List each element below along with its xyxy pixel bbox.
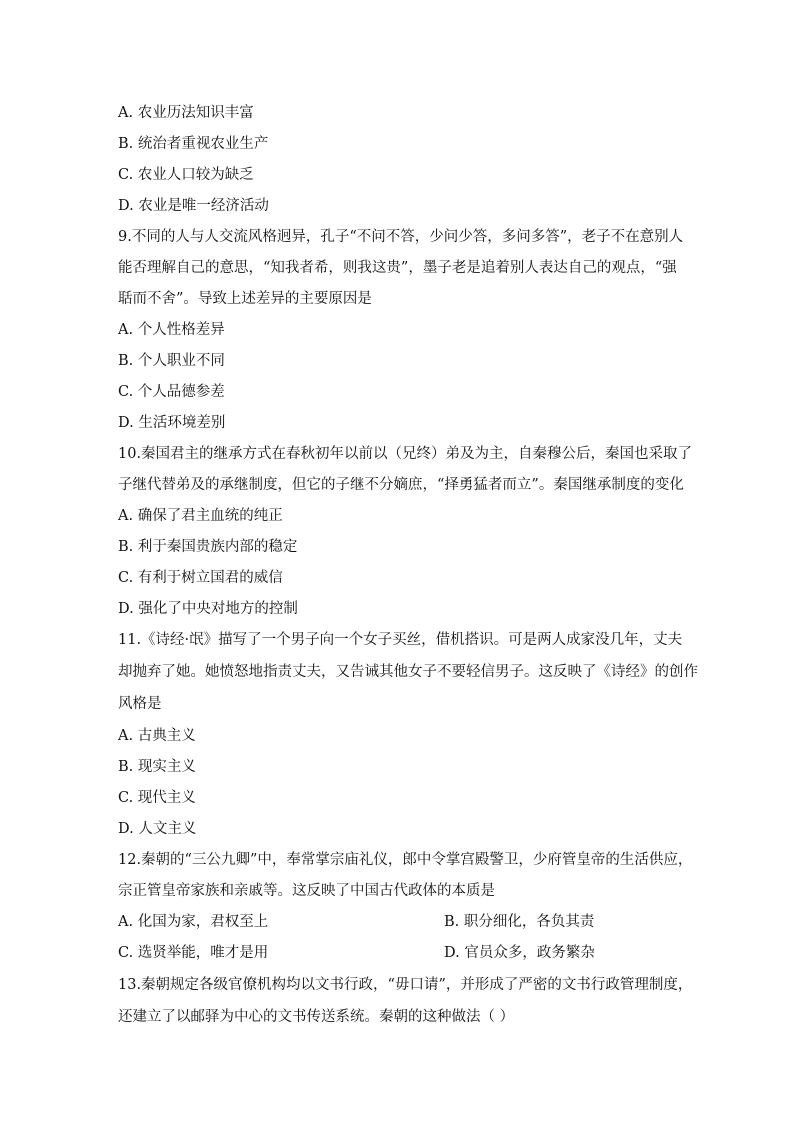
q8-option-c: C. 农业人口较为缺乏 [118,167,254,183]
q11-stem-line-3: 风格是 [118,696,162,712]
q9-stem-line-1: 9.不同的人与人交流风格迥异，孔子“不问不答，少问少答，多问多答”，老子不在意别人 [118,229,684,245]
q12-option-c: C. 选贤举能，唯才是用 [118,945,269,961]
q10-option-d: D. 强化了中央对地方的控制 [118,601,298,617]
q11-option-d: D. 人文主义 [118,821,197,837]
q9-option-d: D. 生活环境差别 [118,415,226,431]
q11-stem-line-1: 11.《诗经·氓》描写了一个男子向一个女子买丝，借机搭识。可是两人成家没几年，丈夫 [118,632,683,648]
q11-stem-line-2: 却抛弃了她。她愤怒地指责丈夫，又告诫其他女子不要轻信男子。这反映了《诗经》的创作 [118,664,698,680]
q10-stem-line-2: 子继代替弟及的承继制度，但它的子继不分嫡庶，“择勇猛者而立”。秦国继承制度的变化 [118,477,684,493]
q12-option-a: A. 化国为家，君权至上 [118,914,269,930]
q10-option-c: C. 有利于树立国君的威信 [118,570,283,586]
q9-stem-line-2: 能否理解自己的意思，“知我者希，则我这贵”，墨子老是追着别人表达自己的观点，“强 [118,260,677,276]
q12-stem-line-1: 12.秦朝的“三公九卿”中，奉常掌宗庙礼仪，郎中令掌宫殿警卫，少府管皇帝的生活供应， [118,852,693,868]
q8-option-d: D. 农业是唯一经济活动 [118,198,269,214]
q13-stem-line-1: 13.秦朝规定各级官僚机构均以文书行政，“毋口请”，并形成了严密的文书行政管理制度， [118,977,693,993]
q10-option-a: A. 确保了君主血统的纯正 [118,508,283,524]
q11-option-c: C. 现代主义 [118,790,196,806]
q11-option-b: B. 现实主义 [118,759,196,775]
q9-option-a: A. 个人性格差异 [118,322,225,338]
q12-option-b: B. 职分细化，各负其责 [444,914,595,930]
q9-option-b: B. 个人职业不同 [118,353,225,369]
q12-option-d: D. 官员众多，政务繁杂 [444,945,595,961]
q8-option-a: A. 农业历法知识丰富 [118,105,254,121]
q9-stem-line-3: 聒而不舍”。导致上述差异的主要原因是 [118,291,372,307]
q12-stem-line-2: 宗正管皇帝家族和亲戚等。这反映了中国古代政体的本质是 [118,883,495,899]
q8-option-b: B. 统治者重视农业生产 [118,136,269,152]
q13-stem-line-2: 还建立了以邮驿为中心的文书传送系统。秦朝的这种做法（ ） [118,1009,515,1025]
q10-stem-line-1: 10.秦国君主的继承方式在春秋初年以前以（兄终）弟及为主，自秦穆公后，秦国也采取了 [118,446,693,462]
q10-option-b: B. 利于秦国贵族内部的稳定 [118,539,298,555]
q9-option-c: C. 个人品德参差 [118,384,225,400]
q11-option-a: A. 古典主义 [118,728,196,744]
